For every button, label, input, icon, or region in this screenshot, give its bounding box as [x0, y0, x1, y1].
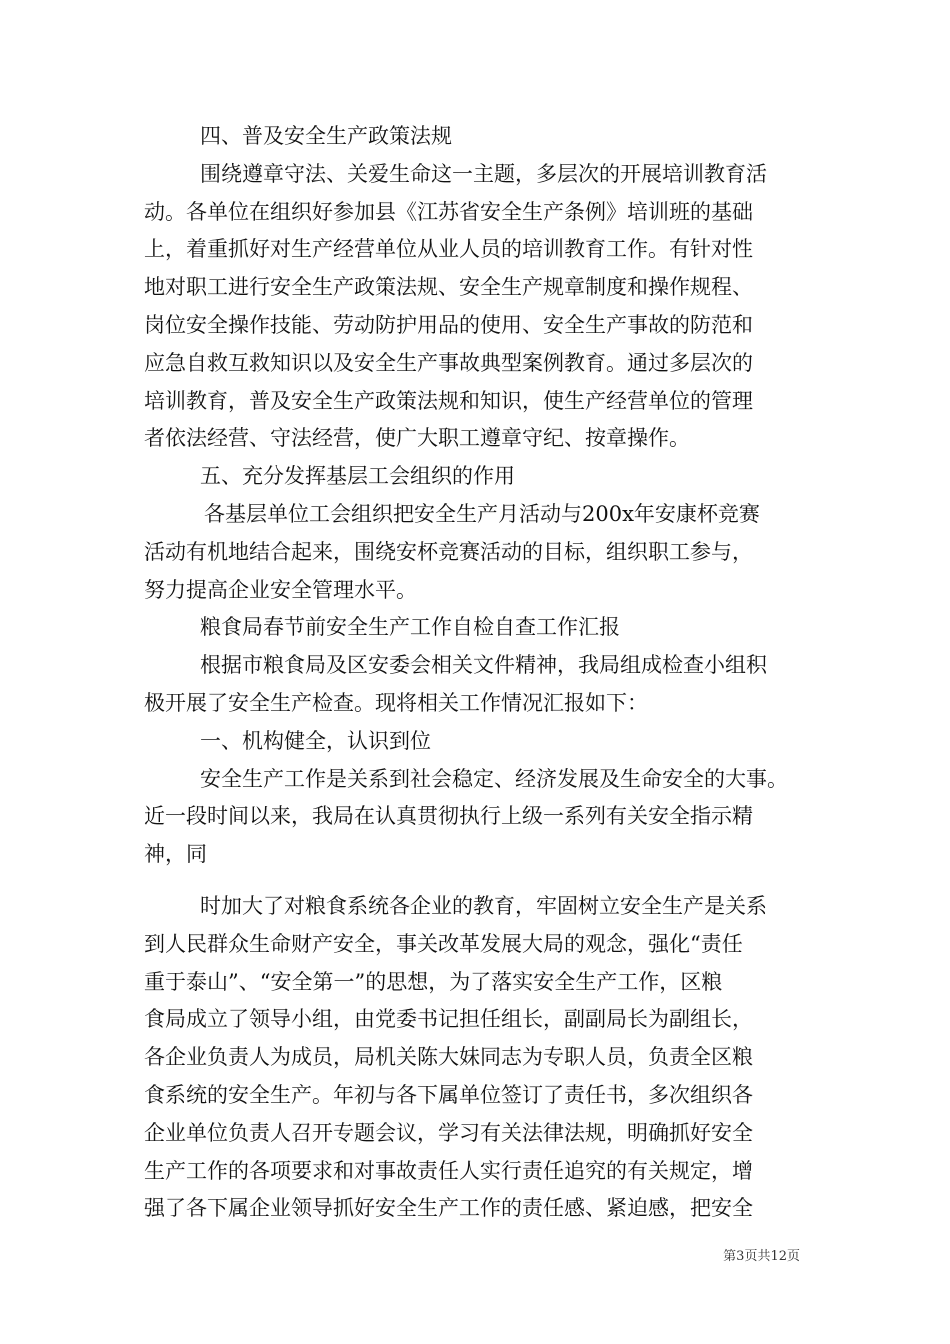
paragraph-line: 到人民群众生命财产安全，事关改革发展大局的观念，强化“责任 [144, 931, 743, 956]
paragraph-line: 地对职工进行安全生产政策法规、安全生产规章制度和操作规程、 [144, 275, 753, 300]
paragraph-line: 活动有机地结合起来，围绕安杯竞赛活动的目标，组织职工参与， [144, 539, 753, 564]
paragraph-line: 极开展了安全生产检查。现将相关工作情况汇报如下： [144, 690, 648, 715]
paragraph-line: 围绕遵章守法、关爱生命这一主题，多层次的开展培训教育活 [200, 161, 767, 186]
paragraph-line: 应急自救互救知识以及安全生产事故典型案例教育。通过多层次的 [144, 350, 753, 375]
document-body [144, 118, 810, 1228]
section-heading-4: 四、普及安全生产政策法规 [200, 124, 452, 148]
paragraph-line: 重于泰山”、“安全第一”的思想，为了落实安全生产工作，区粮 [144, 969, 723, 994]
paragraph-line: 根据市粮食局及区安委会相关文件精神，我局组成检查小组积 [200, 653, 767, 678]
report-title: 粮食局春节前安全生产工作自检自查工作汇报 [200, 615, 620, 640]
paragraph-line: 上，着重抓好对生产经营单位从业人员的培训教育工作。有针对性 [144, 237, 753, 262]
paragraph-line: 企业单位负责人召开专题会议，学习有关法律法规，明确抓好安全 [144, 1120, 753, 1145]
paragraph-line: 近一段时间以来，我局在认真贯彻执行上级一系列有关安全指示精 [144, 804, 753, 829]
section-heading-5: 五、充分发挥基层工会组织的作用 [200, 464, 515, 489]
paragraph-line: 各基层单位工会组织把安全生产月活动与200x年安康杯竞赛 [204, 501, 760, 526]
paragraph-line: 努力提高企业安全管理水平。 [144, 577, 417, 602]
paragraph-line: 时加大了对粮食系统各企业的教育，牢固树立安全生产是关系 [200, 893, 767, 918]
paragraph-line: 各企业负责人为成员，局机关陈大妹同志为专职人员，负责全区粮 [144, 1045, 753, 1070]
paragraph-gap [144, 874, 810, 888]
paragraph-line: 神，同 [144, 842, 207, 867]
paragraph-line: 者依法经营、守法经营，使广大职工遵章守纪、按章操作。 [144, 426, 690, 451]
paragraph-line: 食局成立了领导小组，由党委书记担任组长，副副局长为副组长， [144, 1007, 753, 1032]
section-heading-1: 一、机构健全，认识到位 [200, 728, 431, 753]
paragraph-line: 动。各单位在组织好参加县《江苏省安全生产条例》培训班的基础 [144, 199, 753, 224]
paragraph-line: 食系统的安全生产。年初与各下属单位签订了责任书，多次组织各 [144, 1082, 753, 1107]
page-number: 第3页共12页 [723, 1249, 800, 1264]
paragraph-line: 培训教育，普及安全生产政策法规和知识，使生产经营单位的管理 [144, 388, 753, 413]
paragraph-line: 生产工作的各项要求和对事故责任人实行责任追究的有关规定，增 [144, 1158, 753, 1183]
paragraph-line: 岗位安全操作技能、劳动防护用品的使用、安全生产事故的防范和 [144, 312, 753, 337]
paragraph-line: 强了各下属企业领导抓好安全生产工作的责任感、紧迫感，把安全 [144, 1196, 753, 1221]
paragraph-line: 安全生产工作是关系到社会稳定、经济发展及生命安全的大事。 [200, 766, 788, 791]
